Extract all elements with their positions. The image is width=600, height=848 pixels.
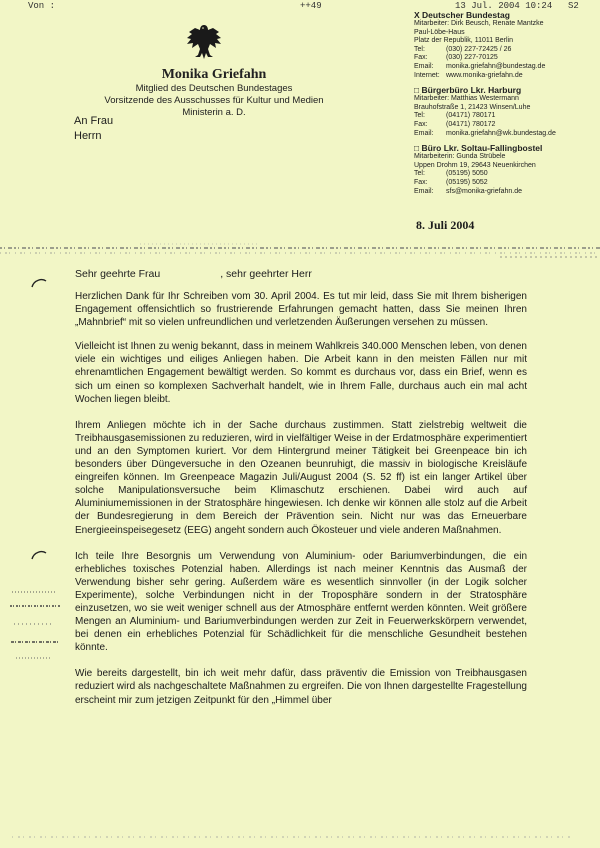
letter-date: 8. Juli 2004	[416, 218, 475, 232]
office-fax-row	[414, 179, 594, 188]
fax-label: Fax:	[414, 120, 428, 128]
office-address: Uppen Drohm 19, 29643 Neuenkirchen	[414, 161, 536, 169]
office-harburg	[414, 85, 594, 138]
scan-noise-bottom	[12, 830, 572, 844]
salutation-part-1: Sehr geehrte Frau	[75, 268, 161, 280]
office-email-row	[414, 63, 594, 72]
recipient-block	[74, 114, 113, 144]
internet-value: www.monika-griefahn.de	[446, 71, 523, 79]
letter-body	[75, 290, 527, 720]
fax-page: S2	[568, 1, 579, 11]
fax-value: (030) 227-70125	[446, 54, 498, 62]
email-value: monika.griefahn@bundestag.de	[446, 62, 546, 70]
sender-role-3: Ministerin a. D.	[182, 107, 246, 118]
margin-arc-mark	[30, 549, 48, 561]
paragraph: Herzlichen Dank für Ihr Schreiben vom 30. April 2004. Es tut mir leid, dass Sie mit Ihrem bisherigen Engagement offensichtlich so frustrierende Erfahrungen gemacht hatten, dass Sie meinen Ihren „Mahnbrief“ mit so vielen unfreundlichen und verletzenden Äußerungen versehen zu müssen.	[75, 291, 527, 329]
fax-number: ++49	[300, 1, 322, 11]
tel-value: (04171) 780171	[446, 112, 496, 120]
office-address: Brauhofstraße 1, 21423 Winsen/Luhe	[414, 103, 531, 111]
sender-role-1: Mitglied des Deutschen Bundestages	[135, 83, 293, 94]
email-value: sfs@monika-griefahn.de	[446, 187, 522, 195]
office-addresses	[414, 10, 594, 201]
email-label: Email:	[414, 129, 434, 137]
office-staff: Mitarbeiterin: Gunda Strübele	[414, 153, 506, 161]
tel-label: Tel:	[414, 170, 425, 178]
office-soltau	[414, 143, 594, 196]
office-title: □ Büro Lkr. Soltau-Fallingbostel	[414, 143, 543, 154]
email-label: Email:	[414, 187, 434, 195]
office-tel-row	[414, 170, 594, 179]
paragraph: Wie bereits dargestellt, bin ich weit mehr dafür, dass präventiv die Emission von Treibhausgasen reduziert wird als nachgeschaltete Maßnahmen zu ergreifen. Die von Ihnen dargestellte Fragestellung erscheint mir zum jetzigen Zeitpunkt für den „Himmel über	[75, 668, 527, 706]
office-bundestag	[414, 10, 594, 80]
office-address-2: Platz der Republik, 11011 Berlin	[414, 37, 513, 45]
office-tel-row	[414, 112, 594, 121]
margin-smudge	[8, 586, 62, 672]
recipient-line-2: Herrn	[74, 130, 102, 142]
email-value: monika.griefahn@wk.bundestag.de	[446, 129, 556, 137]
scan-noise	[0, 240, 600, 262]
fax-value: (04171) 780172	[446, 120, 496, 128]
office-tel-row	[414, 46, 594, 55]
fax-datetime: 13 Jul. 2004 10:24	[455, 1, 553, 11]
fax-value: (05195) 5052	[446, 178, 488, 186]
fax-from-label: Von :	[28, 1, 56, 11]
office-internet-row	[414, 72, 594, 81]
tel-label: Tel:	[414, 45, 425, 53]
sender-role-2: Vorsitzende des Ausschusses für Kultur und Medien	[104, 95, 324, 106]
email-label: Email:	[414, 62, 434, 70]
paragraph: Ihrem Anliegen möchte ich in der Sache durchaus zustimmen. Statt zielstrebig weltweit die Treibhausgasemissionen zu reduzieren, wird in vielfältiger Weise in der Erdatmosphäre experimentiert und an den Symptomen kuriert. Vor dem Hintergrund meiner Tätigkeit bei Greenpeace bin ich besonders über Düngeversuche in den Ozeanen beunruhigt, die massiv in biologische Kreisläufe eingreifen können. Im Greenpeace Magazin Juli/August 2004 (S. 52 ff) ist ein langer Artikel über solche Manipulationsversuche beim Klimaschutz erschienen. Dabei wird auch auf Aluminiumemissionen in der Stratosphäre hingewiesen. Ich denke wir können alle stolz auf die Arbeit der Bundesregierung in dem Bereich der Prävention sein. Nicht nur was das Erneuerbare Energieeinspeisegesetz (EEG) angeht sondern auch Ökosteuer und viele anderen Maßnahmen.	[75, 419, 527, 536]
office-title: X Deutscher Bundestag	[414, 10, 510, 20]
office-staff: Mitarbeiter: Matthias Westermann	[414, 95, 519, 103]
office-title: □ Bürgerbüro Lkr. Harburg	[414, 85, 522, 96]
sender-block	[96, 67, 332, 119]
tel-value: (05195) 5050	[446, 170, 488, 178]
tel-label: Tel:	[414, 112, 425, 120]
margin-arc-mark	[30, 277, 48, 289]
paragraph: Ich teile Ihre Besorgnis um Verwendung von Aluminium- oder Bariumverbindungen, die ein erhebliches toxisches Potenzial haben. Allerdings ist nach meiner Kenntnis das Ausmaß der Verwendung bisher sehr gering. Außerdem wäre es wesentlich sinnvoller (in der Logik solcher Experimente), solche Verbindungen nicht in der Troposphäre sondern in der Stratosphäre einzusetzen, wo sie weit weniger schnell aus der Atmosphäre entfernt werden könnten. Weit größere Mengen an Aluminium- und Bariumverbindungen werden zur Zeit in Feuerwerkskörpern verwendet, bei denen ein erhebliches Potenzial für Schädlichkeit für die menschliche Gesundheit bestehen könnte.	[75, 550, 527, 654]
office-address-1: Paul-Löbe-Haus	[414, 28, 465, 36]
sender-name: Monika Griefahn	[161, 67, 267, 82]
tel-value: (030) 227-72425 / 26	[446, 45, 512, 53]
office-email-row	[414, 188, 594, 197]
internet-label: Internet:	[414, 71, 440, 79]
fax-label: Fax:	[414, 178, 428, 186]
office-fax-row	[414, 54, 594, 63]
office-staff: Mitarbeiter: Dirk Beusch, Renate Mantzke	[414, 20, 544, 27]
federal-eagle-icon	[183, 22, 225, 62]
office-fax-row	[414, 121, 594, 130]
paragraph: Vielleicht ist Ihnen zu wenig bekannt, dass in meinem Wahlkreis 340.000 Menschen leben, von denen viele ein wichtiges und eiliges Anliegen haben. Die Arbeit kann in den meisten Fällen nur mit ehrenamtlichen Engagement bewältigt werden. So kommt es durchaus vor, dass ein Brief, wenn es sich um einen so komplexen Sachverhalt handelt, wie in Ihrem Falle, durchaus auch ein mal acht Wochen liegen bleibt.	[75, 341, 527, 405]
salutation	[75, 268, 312, 280]
fax-label: Fax:	[414, 54, 428, 62]
salutation-part-2: , sehr geehrter Herr	[220, 268, 312, 280]
recipient-line-1: An Frau	[74, 115, 114, 127]
office-email-row	[414, 130, 594, 139]
